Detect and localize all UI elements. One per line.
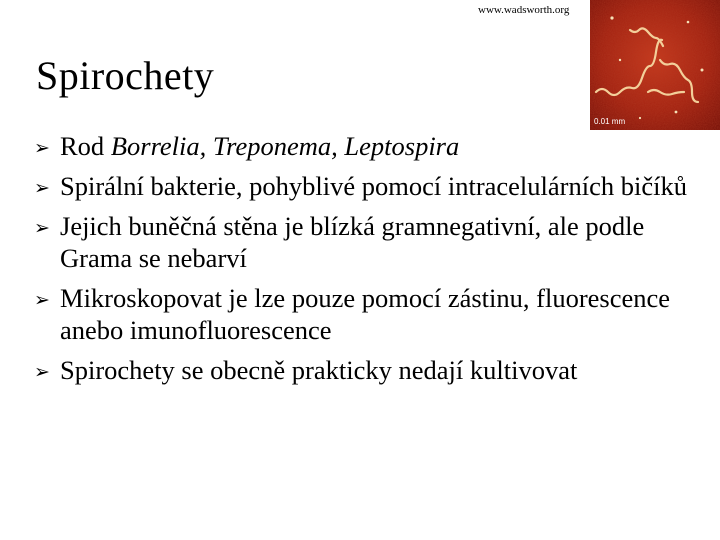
bullet-text: Spirochety se obecně prakticky nedají kultivovat — [60, 355, 578, 385]
arrowhead-icon: ➢ — [34, 217, 50, 239]
arrowhead-icon: ➢ — [34, 177, 50, 199]
bullet-text: Mikroskopovat je lze pouze pomocí zástinu, fluorescence anebo imunofluorescence — [60, 283, 671, 345]
bullet-spiral — [34, 170, 704, 202]
arrowhead-icon: ➢ — [34, 361, 50, 383]
bullet-prefix: Rod — [60, 131, 111, 161]
arrowhead-icon: ➢ — [34, 289, 50, 311]
bullet-microscopy — [34, 282, 704, 346]
bullet-list — [34, 130, 704, 394]
bullet-genera — [34, 130, 704, 162]
source-url: www.wadsworth.org — [478, 4, 570, 16]
scale-label: 0.01 mm — [594, 117, 626, 126]
bullet-text: Jejich buněčná stěna je blízká gramnegativní, ale podle Grama se nebarví — [60, 211, 645, 273]
bullet-genera-names: Borrelia, Treponema, Leptospira — [110, 131, 460, 161]
arrowhead-icon: ➢ — [34, 137, 50, 159]
micrograph-svg — [590, 0, 720, 130]
slide-title: Spirochety — [36, 53, 215, 98]
bullet-text: Spirální bakterie, pohyblivé pomocí intracelulárních bičíků — [60, 171, 687, 201]
spirochete-micrograph-image — [590, 0, 720, 130]
bullet-cell-wall — [34, 210, 704, 274]
bullet-cultivation — [34, 354, 704, 386]
